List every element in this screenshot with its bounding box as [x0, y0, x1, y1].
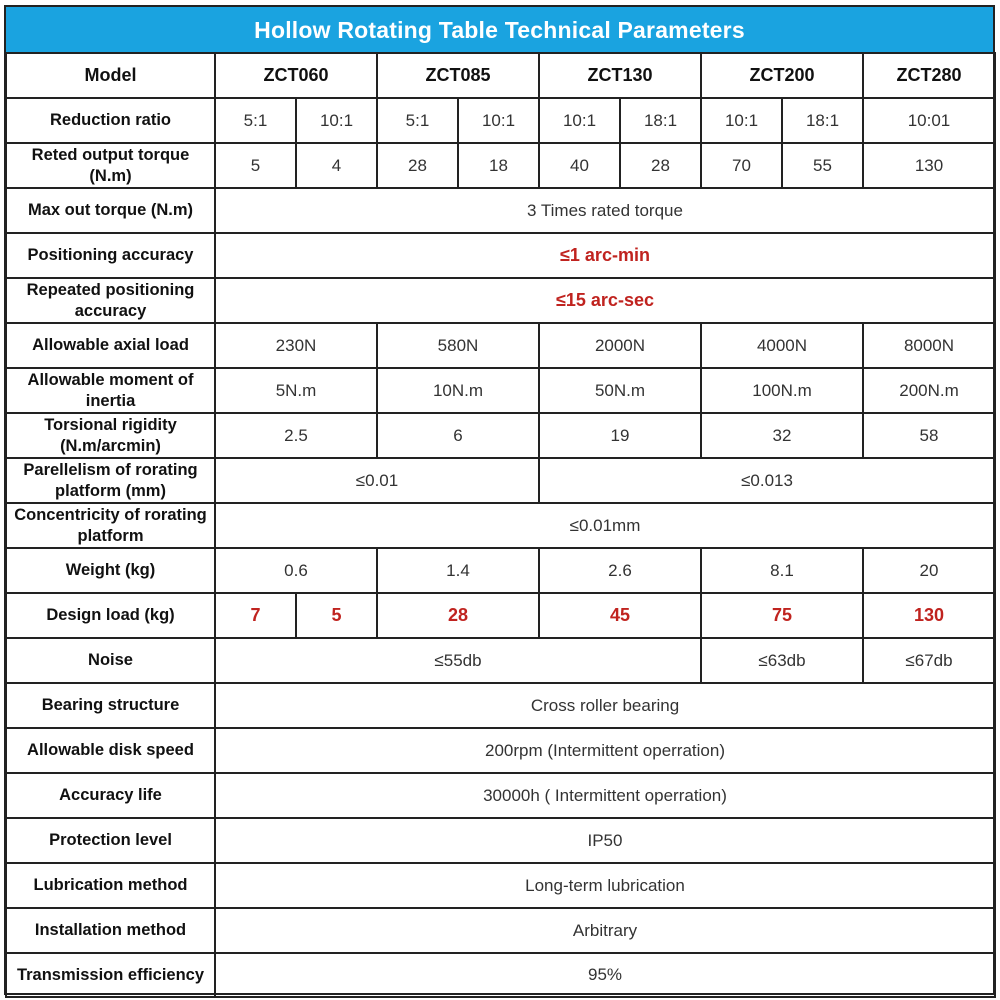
spec-sheet: [4, 5, 995, 995]
row-label: Max out torque (N.m): [6, 188, 215, 233]
table-row-concentricity: [6, 503, 995, 548]
table-title: Hollow Rotating Table Technical Parameters: [6, 7, 993, 53]
row-label: Allowable moment of inertia: [6, 368, 215, 413]
table-cell: Arbitrary: [215, 908, 995, 953]
table-cell: 100N.m: [701, 368, 863, 413]
table-cell: 6: [377, 413, 539, 458]
row-label: Bearing structure: [6, 683, 215, 728]
table-cell: 45: [539, 593, 701, 638]
table-cell: 2.6: [539, 548, 701, 593]
table-cell: 130: [863, 593, 995, 638]
table-cell: 5:1: [215, 98, 296, 143]
table-cell: 5: [215, 143, 296, 188]
model-header: ZCT085: [377, 53, 539, 98]
table-cell: 580N: [377, 323, 539, 368]
table-cell: 50N.m: [539, 368, 701, 413]
row-label: Weight (kg): [6, 548, 215, 593]
table-row-max-out-torque: [6, 188, 995, 233]
table-cell: ≤15 arc-sec: [215, 278, 995, 323]
table-cell: 19: [539, 413, 701, 458]
table-cell: 2.5: [215, 413, 377, 458]
table-row-reduction-ratio: [6, 98, 995, 143]
table-cell: 5: [296, 593, 377, 638]
row-label: Installation method: [6, 908, 215, 953]
table-row-torsional-rigidity: [6, 413, 995, 458]
table-cell: 10:01: [863, 98, 995, 143]
model-header: ZCT280: [863, 53, 995, 98]
row-label: Allowable axial load: [6, 323, 215, 368]
table-cell: 5:1: [377, 98, 458, 143]
table-cell: 7: [215, 593, 296, 638]
table-row-positioning-accuracy: [6, 233, 995, 278]
table-row-rated-output-torque: [6, 143, 995, 188]
table-cell: 4000N: [701, 323, 863, 368]
table-cell: 18:1: [782, 98, 863, 143]
table-row-weight: [6, 548, 995, 593]
table-cell: ≤0.01: [215, 458, 539, 503]
table-cell: ≤0.01mm: [215, 503, 995, 548]
table-cell: 5N.m: [215, 368, 377, 413]
table-cell: 28: [377, 593, 539, 638]
table-row-repeated-positioning-accuracy: [6, 278, 995, 323]
table-row-design-load: [6, 593, 995, 638]
table-cell: 10:1: [539, 98, 620, 143]
table-cell: 18: [458, 143, 539, 188]
model-header: ZCT130: [539, 53, 701, 98]
table-row-bearing-structure: [6, 683, 995, 728]
table-cell: 40: [539, 143, 620, 188]
table-row-installation-method: [6, 908, 995, 953]
table-cell: 2000N: [539, 323, 701, 368]
row-label: Reduction ratio: [6, 98, 215, 143]
table-row-protection-level: [6, 818, 995, 863]
table-cell: 75: [701, 593, 863, 638]
row-label: Protection level: [6, 818, 215, 863]
table-cell: 28: [620, 143, 701, 188]
table-row-parallelism: [6, 458, 995, 503]
model-header: ZCT200: [701, 53, 863, 98]
table-cell: 10:1: [701, 98, 782, 143]
table-cell: 3 Times rated torque: [215, 188, 995, 233]
table-cell: IP50: [215, 818, 995, 863]
table-cell: ≤67db: [863, 638, 995, 683]
table-row-model: [6, 53, 995, 98]
model-header: ZCT060: [215, 53, 377, 98]
row-label: Model: [6, 53, 215, 98]
row-label: Positioning accuracy: [6, 233, 215, 278]
table-cell: 30000h ( Intermittent operration): [215, 773, 995, 818]
table-row-allowable-axial-load: [6, 323, 995, 368]
table-row-allowable-disk-speed: [6, 728, 995, 773]
table-cell: 58: [863, 413, 995, 458]
table-cell: 32: [701, 413, 863, 458]
row-label: Parellelism of rorating platform (mm): [6, 458, 215, 503]
table-cell: ≤0.013: [539, 458, 995, 503]
table-cell: 8.1: [701, 548, 863, 593]
table-cell: 1.4: [377, 548, 539, 593]
table-cell: 10:1: [458, 98, 539, 143]
table-row-lubrication-method: [6, 863, 995, 908]
table-row-transmission-efficiency: [6, 953, 995, 997]
row-label: Noise: [6, 638, 215, 683]
table-cell: 10:1: [296, 98, 377, 143]
table-cell: 55: [782, 143, 863, 188]
row-label: Concentricity of rorating platform: [6, 503, 215, 548]
row-label: Allowable disk speed: [6, 728, 215, 773]
table-cell: ≤63db: [701, 638, 863, 683]
row-label: Design load (kg): [6, 593, 215, 638]
table-row-accuracy-life: [6, 773, 995, 818]
row-label: Transmission efficiency: [6, 953, 215, 997]
table-cell: 4: [296, 143, 377, 188]
table-cell: 8000N: [863, 323, 995, 368]
table-cell: ≤55db: [215, 638, 701, 683]
table-cell: 10N.m: [377, 368, 539, 413]
row-label: Torsional rigidity (N.m/arcmin): [6, 413, 215, 458]
table-cell: 70: [701, 143, 782, 188]
table-cell: 200rpm (Intermittent operration): [215, 728, 995, 773]
row-label: Repeated positioning accuracy: [6, 278, 215, 323]
table-row-noise: [6, 638, 995, 683]
table-cell: Cross roller bearing: [215, 683, 995, 728]
table-cell: 18:1: [620, 98, 701, 143]
row-label: Lubrication method: [6, 863, 215, 908]
table-cell: 200N.m: [863, 368, 995, 413]
row-label: Reted output torque (N.m): [6, 143, 215, 188]
table-cell: 230N: [215, 323, 377, 368]
table-cell: 130: [863, 143, 995, 188]
table-cell: 95%: [215, 953, 995, 997]
table-cell: 0.6: [215, 548, 377, 593]
table-cell: 20: [863, 548, 995, 593]
table-row-allowable-moment-of-inertia: [6, 368, 995, 413]
parameters-table: [5, 52, 996, 998]
table-cell: Long-term lubrication: [215, 863, 995, 908]
table-cell: ≤1 arc-min: [215, 233, 995, 278]
row-label: Accuracy life: [6, 773, 215, 818]
table-cell: 28: [377, 143, 458, 188]
